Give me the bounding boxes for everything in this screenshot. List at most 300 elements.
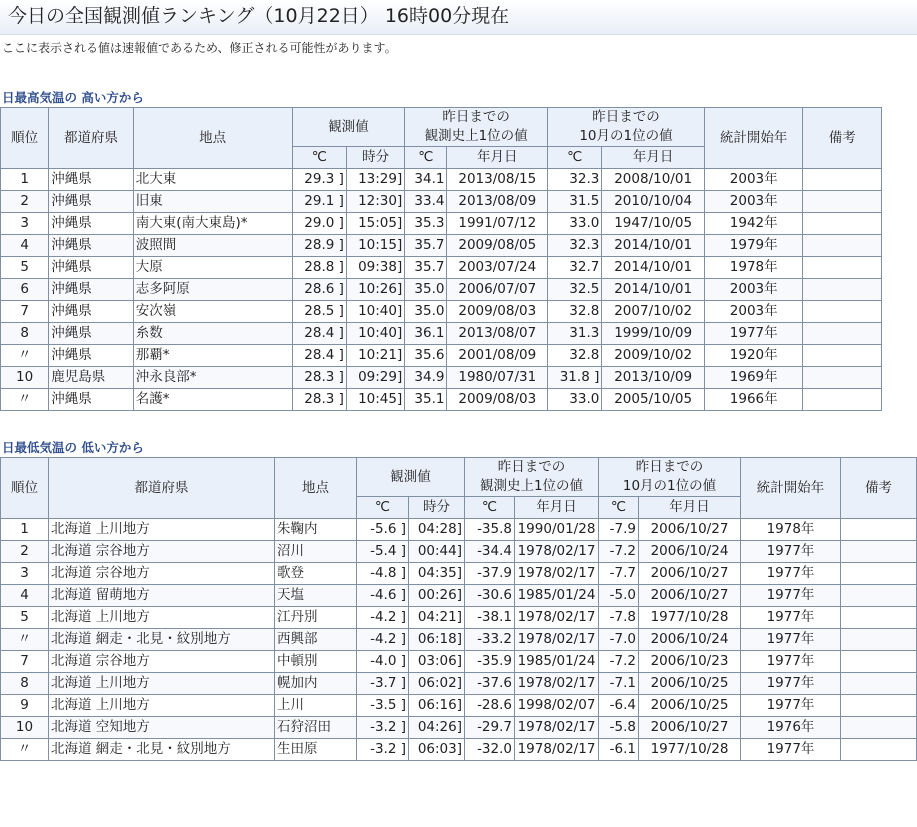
rank-cell: 4 xyxy=(1,585,49,607)
header-date: 年月日 xyxy=(447,147,548,169)
month-record-value-cell: 31.5 xyxy=(548,191,602,213)
low-temp-section-title: 日最低気温の 低い方から xyxy=(2,440,144,455)
header-record-month-line1: 昨日までの xyxy=(635,459,704,475)
station-cell: 南大東(南大東島)* xyxy=(133,213,292,235)
record-date-cell: 1978/02/17 xyxy=(515,541,599,563)
header-station: 地点 xyxy=(275,458,357,519)
record-value-cell: 35.6 xyxy=(405,345,447,367)
record-date-cell: 1980/07/31 xyxy=(447,367,548,389)
record-value-cell: 33.4 xyxy=(405,191,447,213)
remarks-cell xyxy=(803,191,882,213)
remarks-cell xyxy=(841,629,917,651)
start-year-cell: 2003年 xyxy=(704,191,803,213)
month-record-value-cell: -6.1 xyxy=(599,739,639,761)
month-record-date-cell: 2010/10/04 xyxy=(602,191,705,213)
month-record-value-cell: -7.9 xyxy=(599,519,639,541)
observed-time-cell: 15:05] xyxy=(346,213,404,235)
prefecture-cell: 沖縄県 xyxy=(49,235,133,257)
low-temp-table-body xyxy=(1,519,917,761)
record-value-cell: 34.1 xyxy=(405,169,447,191)
station-cell: 那覇* xyxy=(133,345,292,367)
observed-value-cell: 28.8 ] xyxy=(292,257,346,279)
month-record-value-cell: -7.7 xyxy=(599,563,639,585)
high-temp-section-title: 日最高気温の 高い方から xyxy=(2,90,144,105)
observed-time-cell: 00:44] xyxy=(409,541,465,563)
remarks-cell xyxy=(841,717,917,739)
record-date-cell: 2009/08/03 xyxy=(447,301,548,323)
month-record-date-cell: 2008/10/01 xyxy=(602,169,705,191)
remarks-cell xyxy=(803,323,882,345)
record-date-cell: 1998/02/07 xyxy=(515,695,599,717)
table-row xyxy=(1,191,882,213)
rank-cell: 8 xyxy=(1,323,49,345)
prefecture-cell: 沖縄県 xyxy=(49,345,133,367)
observed-value-cell: -4.6 ] xyxy=(357,585,409,607)
header-record-all xyxy=(465,458,599,497)
table-row xyxy=(1,367,882,389)
prefecture-cell: 北海道 上川地方 xyxy=(49,695,275,717)
rank-cell: 4 xyxy=(1,235,49,257)
record-date-cell: 1978/02/17 xyxy=(515,563,599,585)
observed-time-cell: 04:26] xyxy=(409,717,465,739)
station-cell: 江丹別 xyxy=(275,607,357,629)
month-record-value-cell: -7.8 xyxy=(599,607,639,629)
month-record-date-cell: 2014/10/01 xyxy=(602,235,705,257)
start-year-cell: 1920年 xyxy=(704,345,803,367)
remarks-cell xyxy=(841,607,917,629)
observed-value-cell: -5.4 ] xyxy=(357,541,409,563)
station-cell: 西興部 xyxy=(275,629,357,651)
observed-time-cell: 10:45] xyxy=(346,389,404,411)
station-cell: 中頓別 xyxy=(275,651,357,673)
record-date-cell: 2006/07/07 xyxy=(447,279,548,301)
remarks-cell xyxy=(803,301,882,323)
header-rank: 順位 xyxy=(1,458,49,519)
start-year-cell: 1977年 xyxy=(741,607,841,629)
observed-value-cell: 28.9 ] xyxy=(292,235,346,257)
start-year-cell: 1976年 xyxy=(741,717,841,739)
observed-time-cell: 00:26] xyxy=(409,585,465,607)
remarks-cell xyxy=(841,585,917,607)
record-value-cell: 35.3 xyxy=(405,213,447,235)
observed-value-cell: 29.3 ] xyxy=(292,169,346,191)
remarks-cell xyxy=(803,257,882,279)
remarks-cell xyxy=(803,169,882,191)
record-date-cell: 1985/01/24 xyxy=(515,651,599,673)
observed-value-cell: -4.2 ] xyxy=(357,629,409,651)
record-value-cell: -35.8 xyxy=(465,519,515,541)
table-row xyxy=(1,673,917,695)
remarks-cell xyxy=(841,541,917,563)
observed-time-cell: 04:28] xyxy=(409,519,465,541)
month-record-date-cell: 1947/10/05 xyxy=(602,213,705,235)
month-record-date-cell: 2006/10/27 xyxy=(639,519,741,541)
month-record-value-cell: 32.8 xyxy=(548,345,602,367)
prefecture-cell: 鹿児島県 xyxy=(49,367,133,389)
station-cell: 歌登 xyxy=(275,563,357,585)
station-cell: 北大東 xyxy=(133,169,292,191)
observed-value-cell: 28.5 ] xyxy=(292,301,346,323)
rank-cell: 〃 xyxy=(1,629,49,651)
record-date-cell: 2003/07/24 xyxy=(447,257,548,279)
record-value-cell: 35.7 xyxy=(405,235,447,257)
prefecture-cell: 北海道 上川地方 xyxy=(49,673,275,695)
header-prefecture: 都道府県 xyxy=(49,108,133,169)
month-record-value-cell: -7.0 xyxy=(599,629,639,651)
month-record-date-cell: 2006/10/24 xyxy=(639,629,741,651)
record-value-cell: -28.6 xyxy=(465,695,515,717)
record-value-cell: -33.2 xyxy=(465,629,515,651)
header-record-all xyxy=(405,108,548,147)
rank-cell: 〃 xyxy=(1,345,49,367)
month-record-date-cell: 2014/10/01 xyxy=(602,279,705,301)
rank-cell: 5 xyxy=(1,607,49,629)
rank-cell: 10 xyxy=(1,717,49,739)
high-temp-table-body xyxy=(1,169,882,411)
observed-value-cell: -4.2 ] xyxy=(357,607,409,629)
start-year-cell: 1966年 xyxy=(704,389,803,411)
record-date-cell: 1978/02/17 xyxy=(515,673,599,695)
station-cell: 志多阿原 xyxy=(133,279,292,301)
start-year-cell: 1977年 xyxy=(741,739,841,761)
record-date-cell: 1978/02/17 xyxy=(515,629,599,651)
month-record-value-cell: 33.0 xyxy=(548,389,602,411)
record-value-cell: -30.6 xyxy=(465,585,515,607)
remarks-cell xyxy=(803,367,882,389)
rank-cell: 9 xyxy=(1,695,49,717)
header-prefecture: 都道府県 xyxy=(49,458,275,519)
month-record-value-cell: 32.3 xyxy=(548,169,602,191)
month-record-date-cell: 2007/10/02 xyxy=(602,301,705,323)
prefecture-cell: 北海道 上川地方 xyxy=(49,519,275,541)
table-row xyxy=(1,169,882,191)
record-value-cell: 36.1 xyxy=(405,323,447,345)
remarks-cell xyxy=(841,739,917,761)
header-record-all-line2: 観測史上1位の値 xyxy=(424,128,528,144)
month-record-value-cell: 31.8 ] xyxy=(548,367,602,389)
month-record-date-cell: 2013/10/09 xyxy=(602,367,705,389)
rank-cell: 2 xyxy=(1,191,49,213)
observed-value-cell: 28.6 ] xyxy=(292,279,346,301)
start-year-cell: 2003年 xyxy=(704,169,803,191)
prefecture-cell: 北海道 網走・北見・紋別地方 xyxy=(49,629,275,651)
observed-value-cell: -3.2 ] xyxy=(357,717,409,739)
header-celsius: ℃ xyxy=(465,497,515,519)
station-cell: 幌加内 xyxy=(275,673,357,695)
observed-time-cell: 13:29] xyxy=(346,169,404,191)
remarks-cell xyxy=(803,279,882,301)
page-title: 今日の全国観測値ランキング（10月22日） 16時00分現在 xyxy=(0,0,917,35)
table-row xyxy=(1,345,882,367)
header-record-month-line2: 10月の1位の値 xyxy=(622,478,717,494)
month-record-value-cell: 32.8 xyxy=(548,301,602,323)
record-value-cell: -34.4 xyxy=(465,541,515,563)
remarks-cell xyxy=(841,519,917,541)
table-row xyxy=(1,301,882,323)
table-row xyxy=(1,389,882,411)
rank-cell: 1 xyxy=(1,519,49,541)
rank-cell: 6 xyxy=(1,279,49,301)
header-remarks: 備考 xyxy=(803,108,882,169)
remarks-cell xyxy=(841,673,917,695)
rank-cell: 〃 xyxy=(1,739,49,761)
header-remarks: 備考 xyxy=(841,458,917,519)
header-record-all-line2: 観測史上1位の値 xyxy=(479,478,584,494)
record-date-cell: 2009/08/05 xyxy=(447,235,548,257)
month-record-value-cell: -7.2 xyxy=(599,651,639,673)
table-row xyxy=(1,695,917,717)
header-observed: 観測値 xyxy=(357,458,465,497)
station-cell: 沖永良部* xyxy=(133,367,292,389)
record-date-cell: 1978/02/17 xyxy=(515,607,599,629)
header-station: 地点 xyxy=(133,108,292,169)
header-start-year: 統計開始年 xyxy=(741,458,841,519)
prefecture-cell: 沖縄県 xyxy=(49,301,133,323)
start-year-cell: 1977年 xyxy=(741,585,841,607)
header-observed: 観測値 xyxy=(292,108,405,147)
table-row xyxy=(1,235,882,257)
observed-time-cell: 03:06] xyxy=(409,651,465,673)
record-date-cell: 2001/08/09 xyxy=(447,345,548,367)
record-value-cell: -29.7 xyxy=(465,717,515,739)
prefecture-cell: 北海道 宗谷地方 xyxy=(49,651,275,673)
station-cell: 波照間 xyxy=(133,235,292,257)
observed-value-cell: 28.4 ] xyxy=(292,323,346,345)
observed-time-cell: 10:15] xyxy=(346,235,404,257)
record-value-cell: -37.6 xyxy=(465,673,515,695)
month-record-date-cell: 2006/10/25 xyxy=(639,695,741,717)
observed-time-cell: 09:38] xyxy=(346,257,404,279)
observed-value-cell: -3.7 ] xyxy=(357,673,409,695)
record-value-cell: 35.1 xyxy=(405,389,447,411)
header-start-year: 統計開始年 xyxy=(704,108,803,169)
start-year-cell: 1977年 xyxy=(741,541,841,563)
record-value-cell: -32.0 xyxy=(465,739,515,761)
month-record-date-cell: 2006/10/27 xyxy=(639,563,741,585)
observed-time-cell: 10:40] xyxy=(346,301,404,323)
prefecture-cell: 北海道 空知地方 xyxy=(49,717,275,739)
month-record-value-cell: 33.0 xyxy=(548,213,602,235)
observed-value-cell: 29.0 ] xyxy=(292,213,346,235)
prefecture-cell: 沖縄県 xyxy=(49,169,133,191)
station-cell: 糸数 xyxy=(133,323,292,345)
month-record-date-cell: 2005/10/05 xyxy=(602,389,705,411)
observed-time-cell: 04:21] xyxy=(409,607,465,629)
station-cell: 上川 xyxy=(275,695,357,717)
rank-cell: 〃 xyxy=(1,389,49,411)
prefecture-cell: 沖縄県 xyxy=(49,389,133,411)
remarks-cell xyxy=(803,389,882,411)
header-record-month xyxy=(599,458,741,497)
table-row xyxy=(1,213,882,235)
month-record-value-cell: 32.3 xyxy=(548,235,602,257)
start-year-cell: 1978年 xyxy=(741,519,841,541)
rank-cell: 8 xyxy=(1,673,49,695)
remarks-cell xyxy=(841,563,917,585)
record-date-cell: 2009/08/03 xyxy=(447,389,548,411)
record-value-cell: 35.7 xyxy=(405,257,447,279)
header-record-all-line1: 昨日までの xyxy=(497,459,566,475)
prefecture-cell: 北海道 上川地方 xyxy=(49,607,275,629)
record-date-cell: 1978/02/17 xyxy=(515,739,599,761)
rank-cell: 7 xyxy=(1,651,49,673)
start-year-cell: 1978年 xyxy=(704,257,803,279)
table-row xyxy=(1,541,917,563)
table-row xyxy=(1,651,917,673)
station-cell: 生田原 xyxy=(275,739,357,761)
table-row xyxy=(1,279,882,301)
prefecture-cell: 沖縄県 xyxy=(49,323,133,345)
observed-time-cell: 12:30] xyxy=(346,191,404,213)
month-record-value-cell: -5.0 xyxy=(599,585,639,607)
record-date-cell: 1990/01/28 xyxy=(515,519,599,541)
rank-cell: 5 xyxy=(1,257,49,279)
start-year-cell: 1977年 xyxy=(741,673,841,695)
record-value-cell: -38.1 xyxy=(465,607,515,629)
header-record-month-line1: 昨日までの xyxy=(592,109,660,125)
header-time: 時分 xyxy=(346,147,404,169)
prefecture-cell: 沖縄県 xyxy=(49,257,133,279)
observed-value-cell: 28.3 ] xyxy=(292,367,346,389)
observed-time-cell: 09:29] xyxy=(346,367,404,389)
start-year-cell: 1977年 xyxy=(741,651,841,673)
start-year-cell: 1977年 xyxy=(704,323,803,345)
start-year-cell: 1942年 xyxy=(704,213,803,235)
header-record-month xyxy=(548,108,705,147)
prefecture-cell: 北海道 宗谷地方 xyxy=(49,541,275,563)
station-cell: 安次嶺 xyxy=(133,301,292,323)
observed-value-cell: 29.1 ] xyxy=(292,191,346,213)
record-value-cell: -35.9 xyxy=(465,651,515,673)
rank-cell: 10 xyxy=(1,367,49,389)
table-row xyxy=(1,257,882,279)
prefecture-cell: 沖縄県 xyxy=(49,213,133,235)
month-record-date-cell: 2009/10/02 xyxy=(602,345,705,367)
start-year-cell: 1977年 xyxy=(741,563,841,585)
observed-value-cell: 28.4 ] xyxy=(292,345,346,367)
start-year-cell: 2003年 xyxy=(704,301,803,323)
header-celsius: ℃ xyxy=(405,147,447,169)
remarks-cell xyxy=(803,345,882,367)
month-record-value-cell: -6.4 xyxy=(599,695,639,717)
record-date-cell: 2013/08/09 xyxy=(447,191,548,213)
remarks-cell xyxy=(803,213,882,235)
observed-time-cell: 04:35] xyxy=(409,563,465,585)
month-record-value-cell: 32.5 xyxy=(548,279,602,301)
record-date-cell: 1985/01/24 xyxy=(515,585,599,607)
station-cell: 天塩 xyxy=(275,585,357,607)
month-record-date-cell: 1999/10/09 xyxy=(602,323,705,345)
start-year-cell: 1969年 xyxy=(704,367,803,389)
header-celsius: ℃ xyxy=(599,497,639,519)
observed-time-cell: 10:26] xyxy=(346,279,404,301)
record-value-cell: 35.0 xyxy=(405,279,447,301)
month-record-value-cell: -7.1 xyxy=(599,673,639,695)
month-record-date-cell: 1977/10/28 xyxy=(639,607,741,629)
table-row xyxy=(1,629,917,651)
start-year-cell: 1977年 xyxy=(741,629,841,651)
station-cell: 沼川 xyxy=(275,541,357,563)
rank-cell: 3 xyxy=(1,563,49,585)
remarks-cell xyxy=(841,695,917,717)
prefecture-cell: 北海道 留萌地方 xyxy=(49,585,275,607)
observed-time-cell: 06:02] xyxy=(409,673,465,695)
observed-value-cell: -3.2 ] xyxy=(357,739,409,761)
month-record-value-cell: -7.2 xyxy=(599,541,639,563)
header-rank: 順位 xyxy=(1,108,49,169)
header-record-all-line1: 昨日までの xyxy=(442,109,510,125)
start-year-cell: 1979年 xyxy=(704,235,803,257)
header-celsius: ℃ xyxy=(292,147,346,169)
remarks-cell xyxy=(803,235,882,257)
observed-value-cell: 28.3 ] xyxy=(292,389,346,411)
header-celsius: ℃ xyxy=(357,497,409,519)
month-record-date-cell: 2006/10/23 xyxy=(639,651,741,673)
observed-value-cell: -5.6 ] xyxy=(357,519,409,541)
start-year-cell: 2003年 xyxy=(704,279,803,301)
month-record-value-cell: 31.3 xyxy=(548,323,602,345)
month-record-date-cell: 2014/10/01 xyxy=(602,257,705,279)
table-row xyxy=(1,563,917,585)
record-date-cell: 1991/07/12 xyxy=(447,213,548,235)
prefecture-cell: 沖縄県 xyxy=(49,191,133,213)
station-cell: 旧東 xyxy=(133,191,292,213)
low-temp-ranking-table xyxy=(0,457,917,761)
observed-time-cell: 06:18] xyxy=(409,629,465,651)
header-date: 年月日 xyxy=(639,497,741,519)
observed-time-cell: 10:40] xyxy=(346,323,404,345)
month-record-date-cell: 2006/10/27 xyxy=(639,585,741,607)
record-date-cell: 1978/02/17 xyxy=(515,717,599,739)
observed-time-cell: 06:03] xyxy=(409,739,465,761)
table-row xyxy=(1,739,917,761)
header-record-month-line2: 10月の1位の値 xyxy=(579,128,673,144)
month-record-date-cell: 2006/10/25 xyxy=(639,673,741,695)
table-row xyxy=(1,519,917,541)
header-date: 年月日 xyxy=(602,147,705,169)
observed-value-cell: -4.0 ] xyxy=(357,651,409,673)
station-cell: 朱鞠内 xyxy=(275,519,357,541)
month-record-value-cell: 32.7 xyxy=(548,257,602,279)
table-row xyxy=(1,607,917,629)
station-cell: 大原 xyxy=(133,257,292,279)
table-row xyxy=(1,585,917,607)
prefecture-cell: 沖縄県 xyxy=(49,279,133,301)
header-celsius: ℃ xyxy=(548,147,602,169)
month-record-date-cell: 2006/10/27 xyxy=(639,717,741,739)
high-temp-ranking-table xyxy=(0,107,882,411)
table-row xyxy=(1,717,917,739)
record-value-cell: 34.9 xyxy=(405,367,447,389)
header-date: 年月日 xyxy=(515,497,599,519)
observed-value-cell: -4.8 ] xyxy=(357,563,409,585)
table-row xyxy=(1,323,882,345)
header-time: 時分 xyxy=(409,497,465,519)
station-cell: 名護* xyxy=(133,389,292,411)
remarks-cell xyxy=(841,651,917,673)
observed-value-cell: -3.5 ] xyxy=(357,695,409,717)
observed-time-cell: 10:21] xyxy=(346,345,404,367)
record-value-cell: 35.0 xyxy=(405,301,447,323)
start-year-cell: 1977年 xyxy=(741,695,841,717)
month-record-date-cell: 2006/10/24 xyxy=(639,541,741,563)
record-date-cell: 2013/08/15 xyxy=(447,169,548,191)
rank-cell: 7 xyxy=(1,301,49,323)
station-cell: 石狩沼田 xyxy=(275,717,357,739)
rank-cell: 1 xyxy=(1,169,49,191)
month-record-date-cell: 1977/10/28 xyxy=(639,739,741,761)
month-record-value-cell: -5.8 xyxy=(599,717,639,739)
